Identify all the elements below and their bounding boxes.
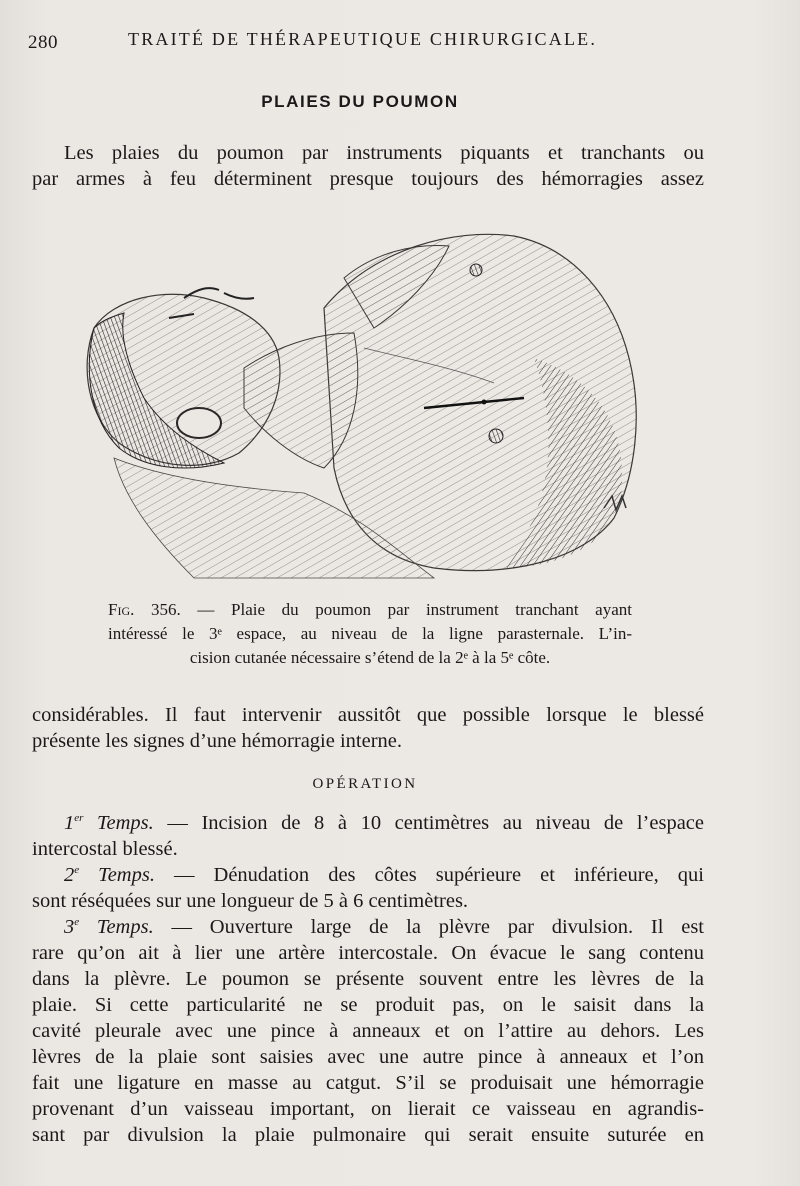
step2-line: [32, 862, 704, 888]
step3-line: rare qu’on ait à lier une artère intercostale. On évacue le sang contenu: [32, 942, 704, 964]
section-title: PLAIES DU POUMON: [261, 92, 459, 111]
step2-line: sont réséquées sur une longueur de 5 à 6 centimètres.: [32, 890, 469, 912]
step3-line: fait une ligature en masse au catgut. S’il se produisait une hémorragie: [32, 1072, 704, 1094]
continuation-paragraph: [32, 702, 704, 754]
intro-paragraph: [32, 140, 704, 192]
step3-line: dans la plèvre. Le poumon se présente souvent entre les lèvres de la: [32, 968, 704, 990]
step1-line: intercostal blessé.: [32, 838, 178, 860]
operation-steps: [32, 810, 704, 1148]
step3-label: [64, 916, 154, 938]
figure-illustration: [74, 218, 654, 590]
step3-line: plaie. Si cette particularité ne se produit pas, on le saisit dans la: [32, 994, 704, 1016]
step3-text: — Ouverture large de la plèvre par divulsion. Il est: [153, 916, 704, 938]
step3-line: cavité pleurale avec une pince à anneaux et on l’attire au dehors. Les: [32, 1020, 704, 1042]
operation-heading: OPÉRATION: [312, 776, 418, 792]
step3-sup: e: [74, 916, 80, 929]
step2-word: Temps.: [79, 864, 155, 886]
running-title: TRAITÉ DE THÉRAPEUTIQUE CHIRURGICALE.: [128, 29, 598, 49]
caption-line: [108, 598, 632, 622]
caption-line: intéressé le 3ᵉ espace, au niveau de la ligne parasternale. L’in-: [108, 624, 632, 643]
step3-line: lèvres de la plaie sont saisies avec une autre pince à anneaux et l’on: [32, 1046, 704, 1068]
page-number: 280: [28, 32, 58, 53]
step3-line: provenant d’un vaisseau important, on lierait ce vaisseau en agrandis-: [32, 1098, 704, 1120]
step1-label: [64, 812, 154, 834]
step2-label: [64, 864, 155, 886]
step1-number: 1: [64, 812, 75, 834]
step1-text: — Incision de 8 à 10 centimètres au niveau de l’espace: [153, 812, 704, 834]
step2-text: — Dénudation des côtes supérieure et inférieure, qui: [154, 864, 704, 886]
step1-sup: er: [74, 812, 84, 825]
step1-line: [32, 810, 704, 836]
caption-line: cision cutanée nécessaire s’étend de la 2ᵉ à la 5ᵉ côte.: [189, 648, 551, 667]
caption-text: — Plaie du poumon par instrument tranchant ayant: [180, 600, 632, 619]
step2-number: 2: [64, 864, 75, 886]
step1-word: Temps.: [83, 812, 154, 834]
step3-line: sant par divulsion la plaie pulmonaire qui serait ensuite suturée en: [32, 1124, 704, 1146]
intro-line: par armes à feu déterminent presque toujours des hémorragies assez: [32, 168, 704, 190]
running-head: [28, 26, 760, 52]
step2-sup: e: [74, 864, 80, 877]
continuation-line: considérables. Il faut intervenir aussitôt que possible lorsque le blessé: [32, 704, 704, 726]
step3-number: 3: [64, 916, 75, 938]
intro-line: Les plaies du poumon par instruments piquants et tranchants ou: [64, 142, 704, 164]
step3-word: Temps.: [79, 916, 154, 938]
continuation-line: présente les signes d’une hémorragie interne.: [32, 730, 403, 752]
step3-line: [32, 914, 704, 940]
figure-label: Fig. 356.: [108, 600, 181, 619]
figure-caption: [108, 598, 632, 670]
engraving-reclining-patient: [74, 218, 654, 590]
